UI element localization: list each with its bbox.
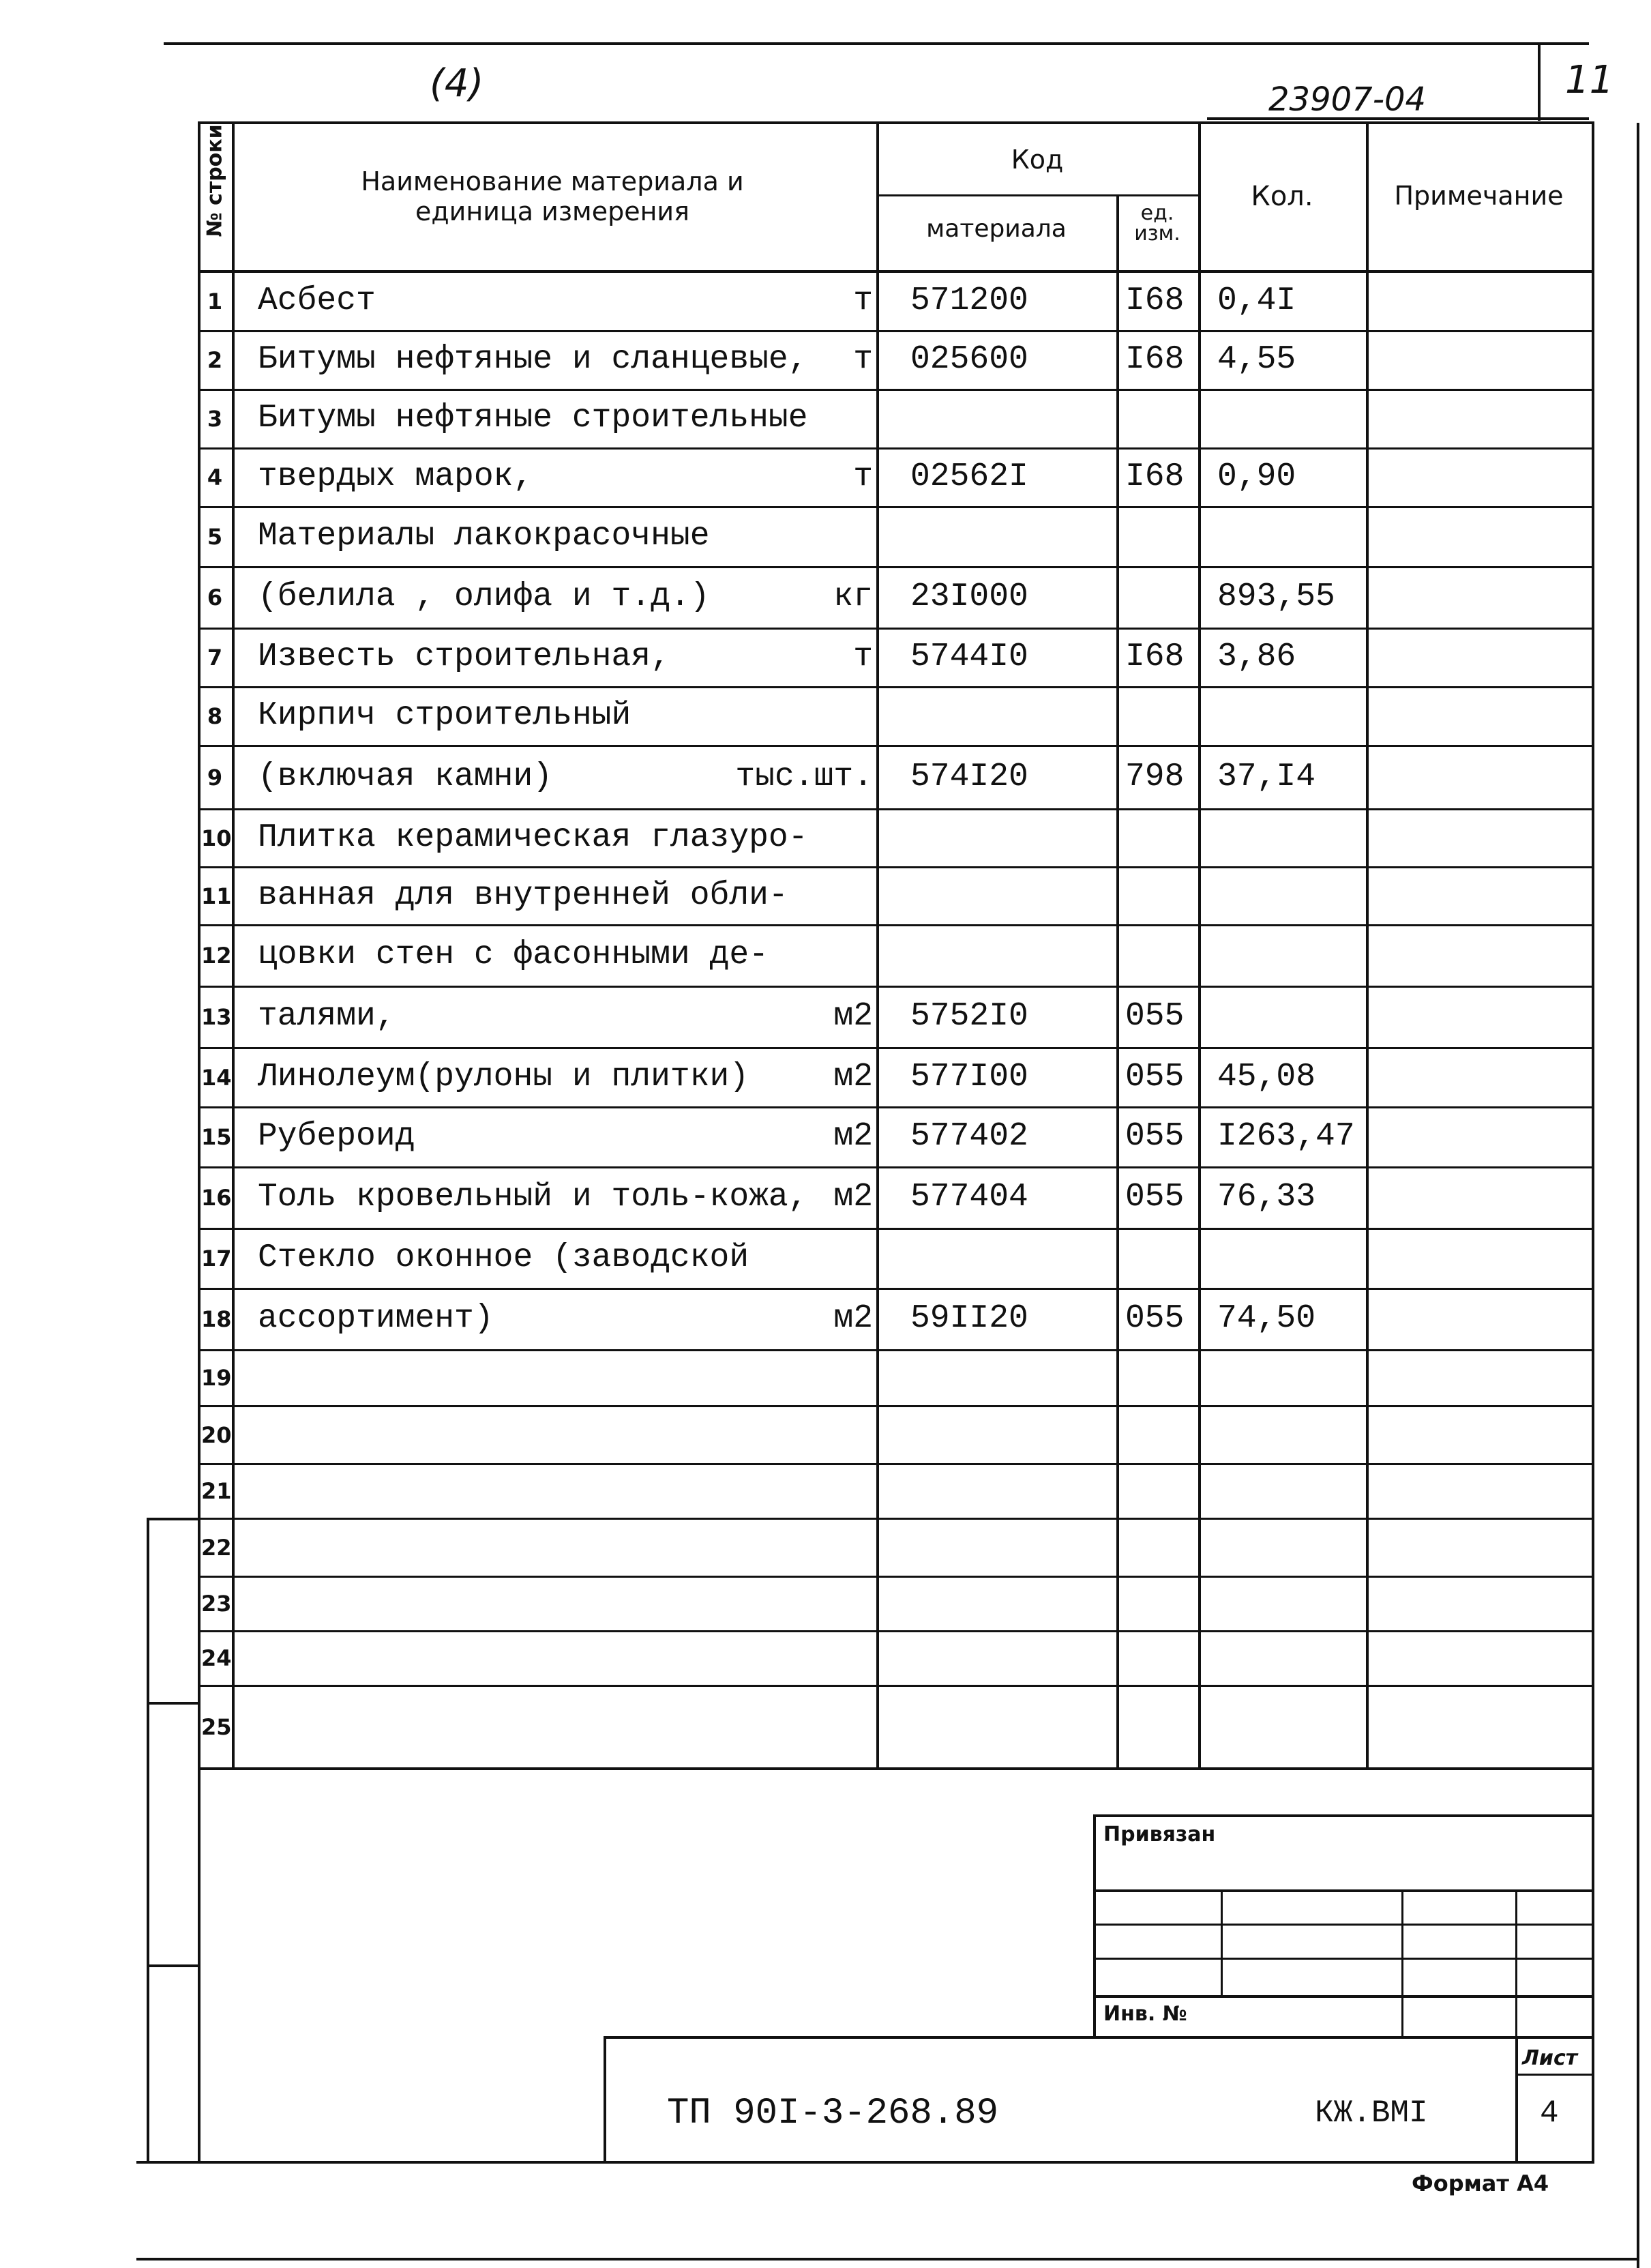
- material-name: ванная для внутренней обли-: [258, 877, 788, 914]
- unit-of-measure: м2: [833, 1118, 873, 1155]
- unit-of-measure: м2: [833, 998, 873, 1035]
- unit-of-measure: т: [853, 282, 873, 319]
- row-number: 10: [201, 825, 232, 851]
- corner-mark: (4): [430, 61, 484, 106]
- quantity: 3,86: [1217, 638, 1296, 675]
- material-code: 5752I0: [910, 998, 1028, 1035]
- row-number: 6: [207, 585, 223, 610]
- row-number: 20: [201, 1422, 232, 1448]
- unit-of-measure: м2: [833, 1179, 873, 1216]
- row-number: 19: [201, 1365, 232, 1391]
- document-number: 23907-04: [1268, 80, 1427, 119]
- quantity: 893,55: [1217, 578, 1335, 615]
- page-mark: 11: [1565, 58, 1614, 102]
- sheet-number: 4: [1540, 2095, 1559, 2131]
- material-name: твердых марок,: [258, 458, 533, 495]
- unit-code: I68: [1125, 458, 1185, 495]
- row-number-header: № строки: [203, 124, 227, 237]
- quantity: 74,50: [1217, 1300, 1316, 1337]
- note-header: Примечание: [1394, 181, 1564, 211]
- code-header: Код: [1011, 145, 1064, 175]
- unit-code: 055: [1125, 998, 1185, 1035]
- quantity: 76,33: [1217, 1179, 1316, 1216]
- row-number: 16: [201, 1185, 232, 1211]
- drawing-code: КЖ.ВМI: [1315, 2095, 1428, 2131]
- linked-label: Привязан: [1103, 1823, 1216, 1846]
- row-number: 8: [207, 703, 223, 729]
- unit-of-measure: т: [853, 638, 873, 675]
- material-name: Линолеум(рулоны и плитки): [258, 1058, 749, 1095]
- material-code: 577402: [910, 1118, 1028, 1155]
- row-number: 7: [207, 645, 223, 671]
- row-number: 13: [201, 1004, 232, 1030]
- unit-code: 055: [1125, 1179, 1185, 1216]
- material-name: Кирпич строительный: [258, 697, 631, 734]
- unit-code: 798: [1125, 758, 1185, 795]
- project-designation: ТП 90I-3-268.89: [667, 2093, 999, 2134]
- unit-code: 055: [1125, 1058, 1185, 1095]
- row-number: 1: [207, 289, 223, 314]
- material-name: цовки стен с фасонными де-: [258, 937, 769, 973]
- row-number: 4: [207, 465, 223, 490]
- material-name: Стекло оконное (заводской: [258, 1239, 749, 1276]
- material-name: Плитка керамическая глазуро-: [258, 819, 808, 856]
- material-name: Материалы лакокрасочные: [258, 518, 710, 555]
- quantity-header: Кол.: [1251, 181, 1313, 212]
- material-code: 5744I0: [910, 638, 1028, 675]
- row-number: 11: [201, 883, 232, 909]
- quantity: 0,4I: [1217, 282, 1296, 319]
- row-number: 24: [201, 1645, 232, 1671]
- quantity: 0,90: [1217, 458, 1296, 495]
- unit-of-measure: кг: [833, 578, 873, 615]
- material-code-header: материала: [926, 215, 1067, 243]
- unit-code: I68: [1125, 638, 1185, 675]
- row-number: 21: [201, 1478, 232, 1504]
- material-code: 577I00: [910, 1058, 1028, 1095]
- material-name: (включая камни): [258, 758, 553, 795]
- sheet-label: Лист: [1522, 2046, 1578, 2070]
- material-name: Рубероид: [258, 1118, 415, 1155]
- quantity: 45,08: [1217, 1058, 1316, 1095]
- material-code: 574I20: [910, 758, 1028, 795]
- quantity: 4,55: [1217, 341, 1296, 378]
- row-number: 15: [201, 1124, 232, 1150]
- material-name: Битумы нефтяные и сланцевые,: [258, 341, 808, 378]
- unit-of-measure: т: [853, 458, 873, 495]
- quantity: I263,47: [1217, 1118, 1355, 1155]
- row-number: 18: [201, 1306, 232, 1332]
- material-name: (белила , олифа и т.д.): [258, 578, 710, 615]
- row-number: 12: [201, 943, 232, 969]
- row-number: 23: [201, 1591, 232, 1617]
- row-number: 2: [207, 347, 223, 373]
- unit-code: 055: [1125, 1300, 1185, 1337]
- row-number: 22: [201, 1534, 232, 1561]
- material-code: 59II20: [910, 1300, 1028, 1337]
- unit-code-header: ед. изм.: [1134, 201, 1180, 246]
- unit-code: I68: [1125, 282, 1185, 319]
- unit-of-measure: м2: [833, 1300, 873, 1337]
- unit-of-measure: м2: [833, 1058, 873, 1095]
- material-code: 025600: [910, 341, 1028, 378]
- unit-of-measure: т: [853, 341, 873, 378]
- material-name: Известь строительная,: [258, 638, 670, 675]
- row-number: 14: [201, 1064, 232, 1091]
- row-number: 17: [201, 1246, 232, 1271]
- material-name: талями,: [258, 998, 396, 1035]
- material-code: 571200: [910, 282, 1028, 319]
- unit-of-measure: тыс.шт.: [735, 758, 873, 795]
- material-name-header: Наименование материала и единица измерения: [361, 166, 744, 226]
- quantity: 37,I4: [1217, 758, 1316, 795]
- row-number: 3: [207, 406, 223, 432]
- unit-code: I68: [1125, 341, 1185, 378]
- material-name: ассортимент): [258, 1300, 494, 1337]
- material-code: 02562I: [910, 458, 1028, 495]
- material-name: Битумы нефтяные строительные: [258, 400, 808, 437]
- inventory-number-label: Инв. №: [1103, 2002, 1187, 2026]
- row-number: 5: [207, 524, 223, 550]
- paper-format: Формат А4: [1412, 2170, 1549, 2196]
- material-name: Толь кровельный и толь-кожа,: [258, 1179, 808, 1216]
- material-code: 577404: [910, 1179, 1028, 1216]
- material-code: 23I000: [910, 578, 1028, 615]
- material-name: Асбест: [258, 282, 376, 319]
- row-number: 9: [207, 764, 223, 791]
- row-number: 25: [201, 1713, 232, 1740]
- unit-code: 055: [1125, 1118, 1185, 1155]
